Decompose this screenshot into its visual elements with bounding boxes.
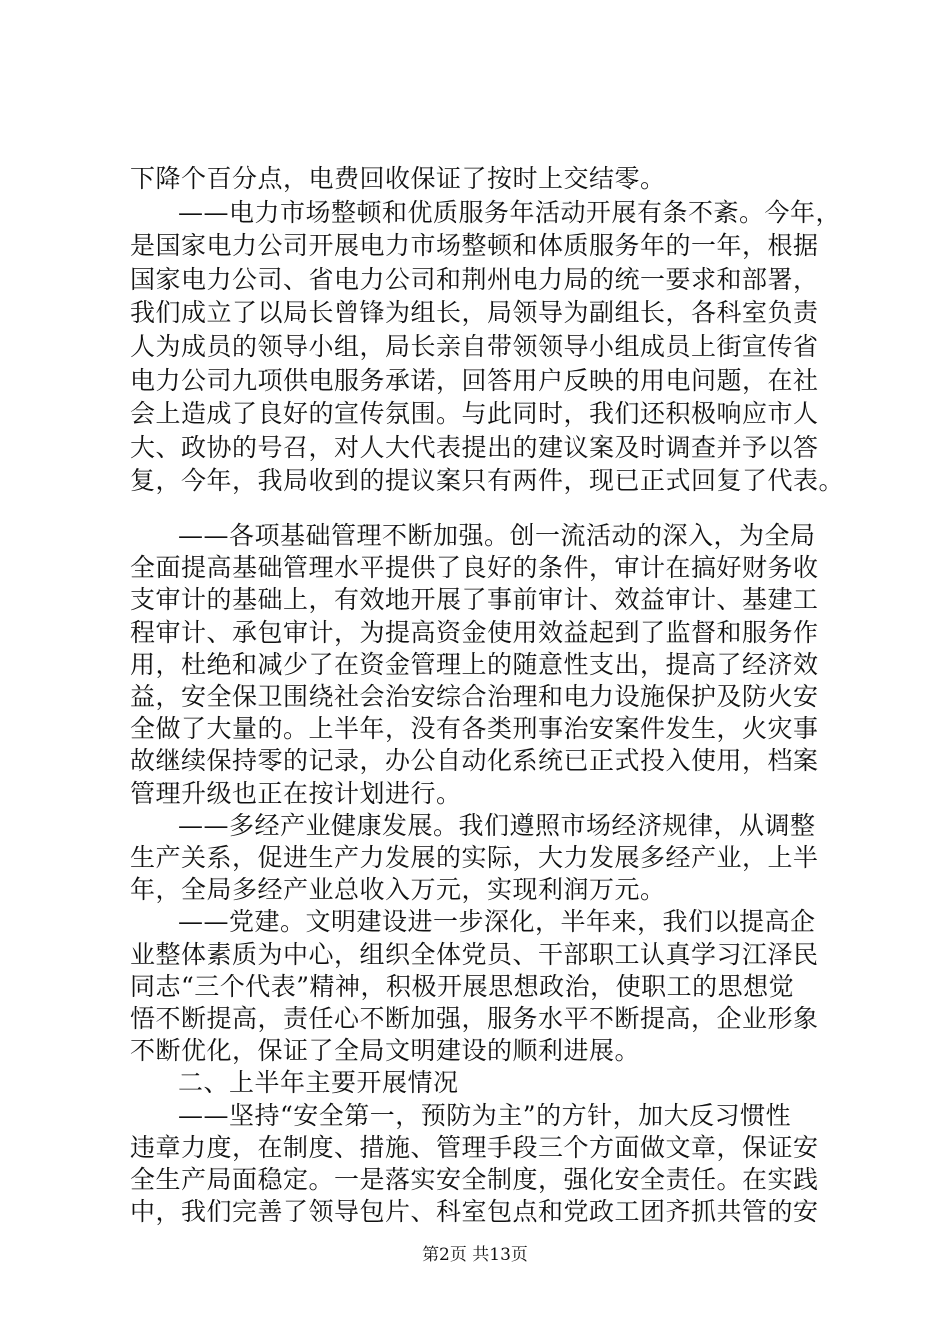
text-line: 复，今年，我局收到的提议案只有两件，现已正式回复了代表。: [130, 466, 845, 495]
text-line: 支审计的基础上，有效地开展了事前审计、效益审计、基建工: [130, 585, 819, 614]
text-line: 下降个百分点，电费回收保证了按时上交结零。: [130, 164, 666, 193]
text-line: 用，杜绝和减少了在资金管理上的随意性支出，提高了经济效: [130, 650, 819, 679]
text-line: 管理升级也正在按计划进行。: [130, 779, 462, 808]
section-heading: 二、上半年主要开展情况: [178, 1068, 459, 1097]
text-line: 全做了大量的。上半年，没有各类刑事治安案件发生，火灾事: [130, 714, 819, 743]
text-line: 业整体素质为中心，组织全体党员、干部职工认真学习江泽民: [130, 940, 819, 969]
text-line: ——坚持“安全第一，预防为主”的方针，加大反习惯性: [178, 1101, 792, 1130]
text-line: 是国家电力公司开展电力市场整顿和体质服务年的一年，根据: [130, 231, 819, 260]
text-line: 国家电力公司、省电力公司和荆州电力局的统一要求和部署，: [130, 265, 819, 294]
text-line: 全面提高基础管理水平提供了良好的条件，审计在搞好财务收: [130, 553, 819, 582]
text-line: 违章力度，在制度、措施、管理手段三个方面做文章，保证安: [130, 1133, 819, 1162]
text-line: 电力公司九项供电服务承诺，回答用户反映的用电问题，在社: [130, 366, 819, 395]
text-line: ——党建。文明建设进一步深化，半年来，我们以提高企: [178, 907, 816, 936]
text-line: 生产关系，促进生产力发展的实际，大力发展多经产业，上半: [130, 843, 819, 872]
text-line: ——电力市场整顿和优质服务年活动开展有条不紊。今年，: [178, 198, 842, 227]
text-line: ——各项基础管理不断加强。创一流活动的深入，为全局: [178, 521, 816, 550]
text-line: 我们成立了以局长曾锋为组长，局领导为副组长，各科室负责: [130, 298, 819, 327]
text-line: 大、政协的号召，对人大代表提出的建议案及时调查并予以答: [130, 433, 819, 462]
text-line: 年，全局多经产业总收入万元，实现利润万元。: [130, 875, 666, 904]
text-line: 程审计、承包审计，为提高资金使用效益起到了监督和服务作: [130, 618, 819, 647]
text-line: 全生产局面稳定。一是落实安全制度，强化安全责任。在实践: [130, 1165, 819, 1194]
text-line: 不断优化，保证了全局文明建设的顺利进展。: [130, 1036, 641, 1065]
text-line: 同志“三个代表”精神，积极开展思想政治，使职工的思想觉: [130, 972, 795, 1001]
text-line: 悟不断提高，责任心不断加强，服务水平不断提高，企业形象: [130, 1004, 819, 1033]
text-line: ——多经产业健康发展。我们遵照市场经济规律，从调整: [178, 811, 816, 840]
text-line: 人为成员的领导小组，局长亲自带领领导小组成员上街宣传省: [130, 332, 819, 361]
text-line: 会上造成了良好的宣传氛围。与此同时，我们还积极响应市人: [130, 399, 819, 428]
text-line: 益，安全保卫围绕社会治安综合治理和电力设施保护及防火安: [130, 682, 819, 711]
text-line: 故继续保持零的记录，办公自动化系统已正式投入使用，档案: [130, 746, 819, 775]
text-line: 中，我们完善了领导包片、科室包点和党政工团齐抓共管的安: [130, 1197, 819, 1226]
page-number-footer: 第2页 共13页: [422, 1245, 528, 1265]
